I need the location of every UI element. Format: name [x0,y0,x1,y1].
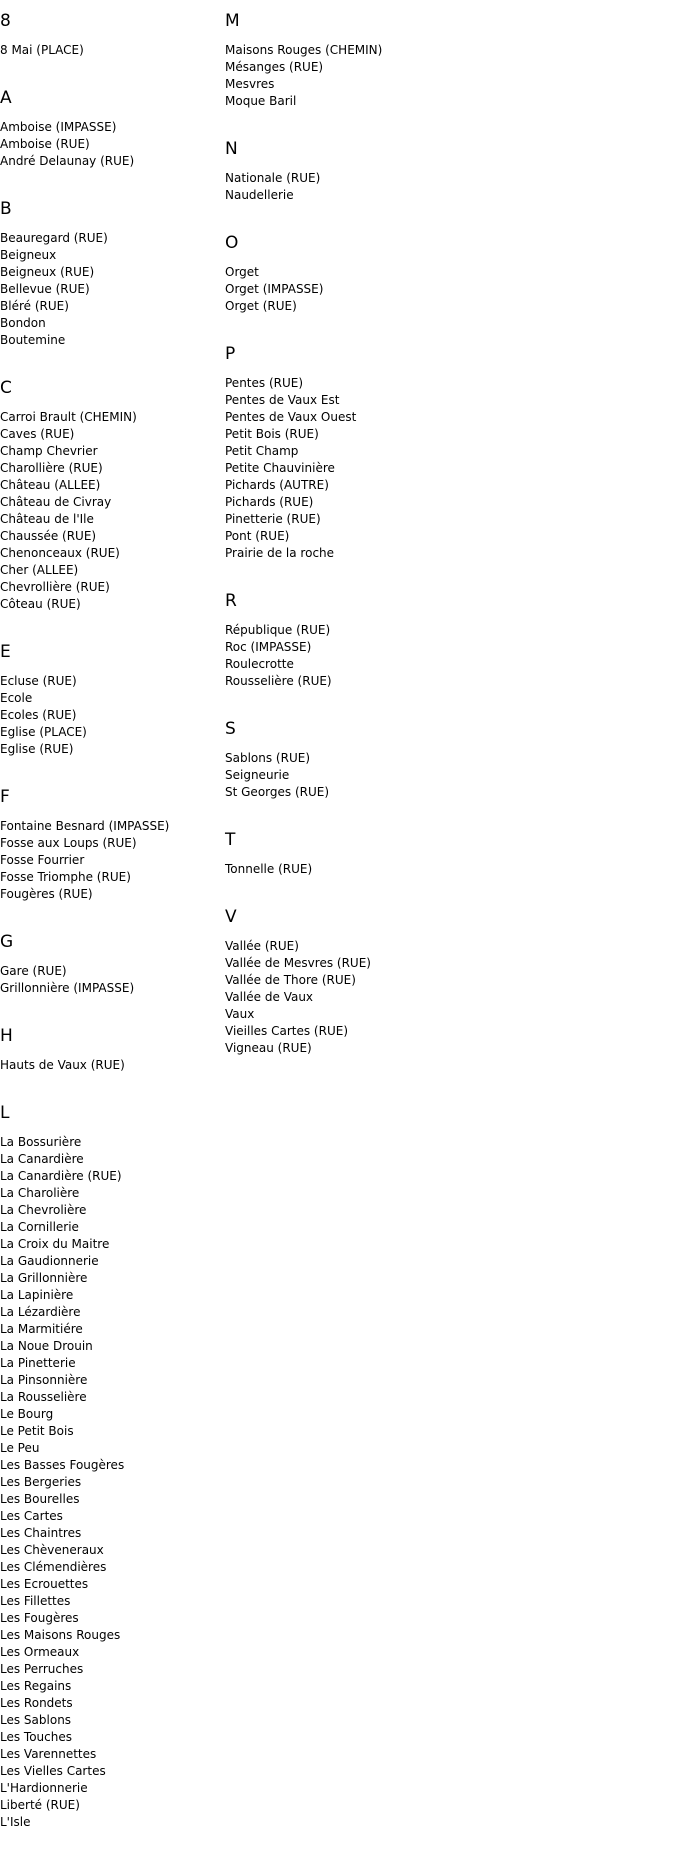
letter-section-a [0,77,225,170]
street-link-la-canardiere[interactable]: La Canardière [0,1152,84,1166]
street-link-bellevue-rue[interactable]: Bellevue (RUE) [0,282,90,296]
street-link-blere-rue[interactable]: Bléré (RUE) [0,299,69,313]
letter-heading-v: V [225,907,237,927]
street-link-8-mai-place[interactable]: 8 Mai (PLACE) [0,43,84,57]
letter-section-b [0,188,225,349]
letter-section-c [0,367,225,613]
street-link-vieilles-cartes-rue[interactable]: Vieilles Cartes (RUE) [225,1024,348,1038]
street-link-pentes-de-vaux-ouest[interactable]: Pentes de Vaux Ouest [225,410,357,424]
street-link-grillonniere-impasse[interactable]: Grillonnière (IMPASSE) [0,981,135,995]
street-link-l-isle[interactable]: L'Isle [0,1815,31,1829]
street-link-prairie-de-la-roche[interactable]: Prairie de la roche [225,546,335,560]
street-link-liberte-rue[interactable]: Liberté (RUE) [0,1798,80,1812]
street-link-fosse-triomphe-rue[interactable]: Fosse Triomphe (RUE) [0,870,131,884]
street-link-boutemine[interactable]: Boutemine [0,333,66,347]
street-link-cher-allee[interactable]: Cher (ALLEE) [0,563,79,577]
letter-heading-n: N [225,139,238,159]
street-link-les-chaintres[interactable]: Les Chaintres [0,1526,82,1540]
street-link-tonnelle-rue[interactable]: Tonnelle (RUE) [225,862,313,876]
street-link-ecluse-rue[interactable]: Ecluse (RUE) [0,674,77,688]
street-link-les-ecrouettes[interactable]: Les Ecrouettes [0,1577,89,1591]
letter-section-o [225,222,665,315]
street-link-coteau-rue[interactable]: Côteau (RUE) [0,597,81,611]
street-link-les-sablons[interactable]: Les Sablons [0,1713,72,1727]
street-link-charolliere-rue[interactable]: Charollière (RUE) [0,461,103,475]
street-link-les-regains[interactable]: Les Regains [0,1679,72,1693]
letter-section-h [0,1015,225,1074]
street-link-vallee-de-vaux[interactable]: Vallée de Vaux [225,990,314,1004]
street-link-la-lezardiere[interactable]: La Lézardière [0,1305,81,1319]
street-link-andre-delaunay-rue[interactable]: André Delaunay (RUE) [0,154,135,168]
letter-section-n [225,128,665,204]
letter-section-e [0,631,225,758]
street-link-mesanges-rue[interactable]: Mésanges (RUE) [225,60,324,74]
letter-heading-t: T [225,830,236,850]
street-link-les-vielles-cartes[interactable]: Les Vielles Cartes [0,1764,106,1778]
street-link-moque-baril[interactable]: Moque Baril [225,94,297,108]
letter-section-s [225,708,665,801]
letter-section-t [225,819,665,878]
street-link-pichards-rue[interactable]: Pichards (RUE) [225,495,314,509]
street-link-caves-rue[interactable]: Caves (RUE) [0,427,75,441]
street-link-beigneux-rue[interactable]: Beigneux (RUE) [0,265,95,279]
street-link-pont-rue[interactable]: Pont (RUE) [225,529,290,543]
street-link-les-clemendieres[interactable]: Les Clémendières [0,1560,107,1574]
street-link-la-marmitiere[interactable]: La Marmitiére [0,1322,83,1336]
street-link-la-rousseliere[interactable]: La Rousselière [0,1390,87,1404]
street-link-ecole[interactable]: Ecole [0,691,33,705]
street-link-fosse-fourrier[interactable]: Fosse Fourrier [0,853,85,867]
street-link-les-basses-fougeres[interactable]: Les Basses Fougères [0,1458,125,1472]
street-link-bondon[interactable]: Bondon [0,316,46,330]
street-link-orget-impasse[interactable]: Orget (IMPASSE) [225,282,324,296]
letter-heading-p: P [225,344,236,364]
street-link-les-perruches[interactable]: Les Perruches [0,1662,84,1676]
street-link-les-varennettes[interactable]: Les Varennettes [0,1747,97,1761]
street-link-pentes-de-vaux-est[interactable]: Pentes de Vaux Est [225,393,340,407]
street-index-right-column [225,0,665,1075]
street-link-vaux[interactable]: Vaux [225,1007,255,1021]
street-link-amboise-impasse[interactable]: Amboise (IMPASSE) [0,120,117,134]
street-link-les-bergeries[interactable]: Les Bergeries [0,1475,82,1489]
street-link-le-petit-bois[interactable]: Le Petit Bois [0,1424,74,1438]
street-link-la-grillonniere[interactable]: La Grillonnière [0,1271,88,1285]
letter-section-m [225,0,665,110]
letter-heading-a: A [0,88,12,108]
letter-section-f [0,776,225,903]
street-link-rousseliere-rue[interactable]: Rousselière (RUE) [225,674,332,688]
street-link-petit-bois-rue[interactable]: Petit Bois (RUE) [225,427,319,441]
street-index-left-column [0,0,225,1849]
street-link-la-pinetterie[interactable]: La Pinetterie [0,1356,76,1370]
street-link-st-georges-rue[interactable]: St Georges (RUE) [225,785,330,799]
street-link-fosse-aux-loups-rue[interactable]: Fosse aux Loups (RUE) [0,836,137,850]
street-link-chateau-de-civray[interactable]: Château de Civray [0,495,112,509]
letter-heading-s: S [225,719,236,739]
letter-section-v [225,896,665,1057]
street-link-pentes-rue[interactable]: Pentes (RUE) [225,376,304,390]
street-link-champ-chevrier[interactable]: Champ Chevrier [0,444,98,458]
street-link-republique-rue[interactable]: République (RUE) [225,623,331,637]
street-link-hauts-de-vaux-rue[interactable]: Hauts de Vaux (RUE) [0,1058,125,1072]
letter-section-p [225,333,665,562]
letter-heading-h: H [0,1026,13,1046]
street-link-les-rondets[interactable]: Les Rondets [0,1696,73,1710]
street-link-naudellerie[interactable]: Naudellerie [225,188,294,202]
street-link-orget-rue[interactable]: Orget (RUE) [225,299,297,313]
letter-section-r [225,580,665,690]
street-link-la-noue-drouin[interactable]: La Noue Drouin [0,1339,93,1353]
street-link-les-fillettes[interactable]: Les Fillettes [0,1594,71,1608]
street-link-les-bourelles[interactable]: Les Bourelles [0,1492,80,1506]
street-link-les-ormeaux[interactable]: Les Ormeaux [0,1645,80,1659]
street-link-ecoles-rue[interactable]: Ecoles (RUE) [0,708,77,722]
letter-heading-g: G [0,932,14,952]
letter-heading-8: 8 [0,11,11,31]
street-link-chateau-allee[interactable]: Château (ALLEE) [0,478,101,492]
street-link-les-cheveneraux[interactable]: Les Chèveneraux [0,1543,104,1557]
street-link-chenonceaux-rue[interactable]: Chenonceaux (RUE) [0,546,120,560]
street-link-le-peu[interactable]: Le Peu [0,1441,40,1455]
street-link-carroi-brault-chemin[interactable]: Carroi Brault (CHEMIN) [0,410,137,424]
street-link-l-hardionnerie[interactable]: L'Hardionnerie [0,1781,88,1795]
street-link-sablons-rue[interactable]: Sablons (RUE) [225,751,311,765]
street-link-gare-rue[interactable]: Gare (RUE) [0,964,67,978]
street-link-les-cartes[interactable]: Les Cartes [0,1509,63,1523]
street-link-fougeres-rue[interactable]: Fougères (RUE) [0,887,93,901]
street-link-beauregard-rue[interactable]: Beauregard (RUE) [0,231,108,245]
letter-heading-o: O [225,233,239,253]
street-link-petite-chauviniere[interactable]: Petite Chauvinière [225,461,335,475]
street-link-chevrolliere-rue[interactable]: Chevrollière (RUE) [0,580,110,594]
street-link-vallee-rue[interactable]: Vallée (RUE) [225,939,299,953]
letter-section-8 [0,0,225,59]
street-link-la-pinsonniere[interactable]: La Pinsonnière [0,1373,88,1387]
street-link-nationale-rue[interactable]: Nationale (RUE) [225,171,321,185]
street-link-la-cornillerie[interactable]: La Cornillerie [0,1220,79,1234]
street-link-le-bourg[interactable]: Le Bourg [0,1407,54,1421]
street-link-les-fougeres[interactable]: Les Fougères [0,1611,79,1625]
street-link-pichards-autre[interactable]: Pichards (AUTRE) [225,478,329,492]
street-link-orget[interactable]: Orget [225,265,259,279]
street-link-maisons-rouges-chemin[interactable]: Maisons Rouges (CHEMIN) [225,43,383,57]
street-link-pinetterie-rue[interactable]: Pinetterie (RUE) [225,512,321,526]
street-link-les-touches[interactable]: Les Touches [0,1730,72,1744]
street-link-la-croix-du-maitre[interactable]: La Croix du Maitre [0,1237,110,1251]
street-link-la-charoliere[interactable]: La Charolière [0,1186,80,1200]
street-link-mesvres[interactable]: Mesvres [225,77,275,91]
letter-heading-m: M [225,11,240,31]
street-link-petit-champ[interactable]: Petit Champ [225,444,299,458]
street-link-roc-impasse[interactable]: Roc (IMPASSE) [225,640,312,654]
street-link-vallee-de-thore-rue[interactable]: Vallée de Thore (RUE) [225,973,356,987]
street-link-chateau-de-l-ile[interactable]: Château de l'Ile [0,512,94,526]
street-link-la-bossuriere[interactable]: La Bossurière [0,1135,82,1149]
street-link-fontaine-besnard-impasse[interactable]: Fontaine Besnard (IMPASSE) [0,819,170,833]
street-link-la-chevroliere[interactable]: La Chevrolière [0,1203,87,1217]
letter-heading-f: F [0,787,10,807]
letter-heading-e: E [0,642,11,662]
street-link-eglise-rue[interactable]: Eglise (RUE) [0,742,74,756]
letter-heading-c: C [0,378,12,398]
street-link-seigneurie[interactable]: Seigneurie [225,768,290,782]
street-link-la-canardiere-rue[interactable]: La Canardière (RUE) [0,1169,122,1183]
letter-heading-b: B [0,199,12,219]
street-link-vigneau-rue[interactable]: Vigneau (RUE) [225,1041,312,1055]
street-link-les-maisons-rouges[interactable]: Les Maisons Rouges [0,1628,121,1642]
street-link-roulecrotte[interactable]: Roulecrotte [225,657,294,671]
letter-heading-l: L [0,1103,10,1123]
street-link-chaussee-rue[interactable]: Chaussée (RUE) [0,529,97,543]
street-link-beigneux[interactable]: Beigneux [0,248,57,262]
street-link-amboise-rue[interactable]: Amboise (RUE) [0,137,90,151]
street-link-la-lapiniere[interactable]: La Lapinière [0,1288,74,1302]
letter-section-l [0,1092,225,1831]
street-link-la-gaudionnerie[interactable]: La Gaudionnerie [0,1254,99,1268]
street-link-vallee-de-mesvres-rue[interactable]: Vallée de Mesvres (RUE) [225,956,371,970]
letter-section-g [0,921,225,997]
street-link-eglise-place[interactable]: Eglise (PLACE) [0,725,87,739]
letter-heading-r: R [225,591,237,611]
